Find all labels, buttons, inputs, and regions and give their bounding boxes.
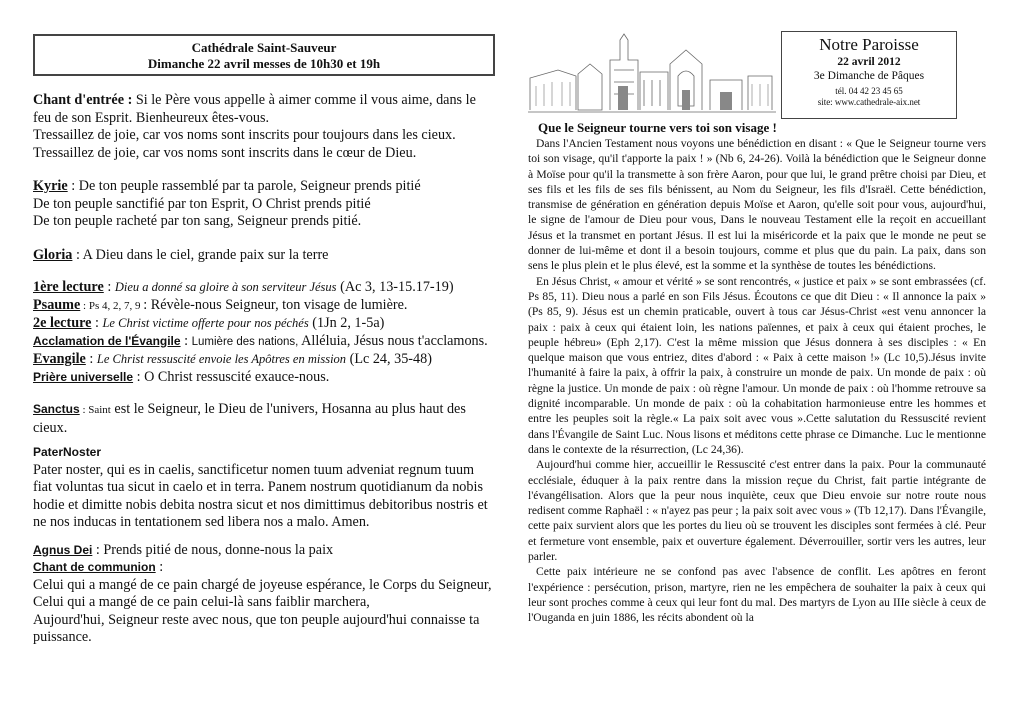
article-paragraph-1: Dans l'Ancien Testament nous voyons une bénédiction en disant : « Que le Seigneur tourne vers toi son visage, qu'il t'apporte la paix ! » (Nb 6, 24-26). Voilà la bénédiction que le Seigneur donne à Moïse pour qu'il la transmette à son frère Aaron, pour que lui, le grand prêtre choisi par Dieu, et ses fils et les fils de ses fils bénissent, au Nom du Seigneur, les fils d'Israël. Cette bénédiction, transmise de génération en génération depuis Moïse et Aaron, qu'elle soit pour vous, aujourd'hui, le signe de l'amour de Dieu pour vous, Dans le nouveau Testament elle la reçoit en accueillant Jésus et la transmet en portant Jésus. Il est lui la miséricorde et la paix que le monde ne peut se donner de lui-même et dont il a besoin toujours, comme et plus que du pain. La paix, dans son sens le plus plein et le plus élevé, est la somme et la synthèse de toutes les bénédictions. [528,137,986,273]
paroisse-site: site: www.cathedrale-aix.net [817,97,921,107]
entree-line2: Tressaillez de joie, car vos noms sont inscrits pour toujours dans les cieux. [33,127,456,143]
communion-line2: Celui qui a mangé de ce pain celui-là sans faiblir marchera, [33,594,370,610]
psaume-label: Psaume [33,296,81,313]
lecture1-text: Dieu a donné sa gloire à son serviteur Jésus [114,280,337,294]
article-paragraph-2: En Jésus Christ, « amour et vérité » se sont rencontrés, « justice et paix » se sont embrassées (cf. Ps 85, 11). Dieu nous a parlé en son Fils Jésus. Écoutons ce que dit Dieu : « Il annonce la paix » (Ps 85, 9). Jésus est un chemin praticable, ouvert à tous car Jésus-Christ «est venu annoncer la paix : paix à ceux qui étaient loin, les nations païennes, et paix à ceux qui étaient proches, le peuple hébreu» (Eph 2,17). C'est la même mission que Jésus donnera à ses disciples : « En quelque maison que vous entriez, dites d'abord : « Paix à cette maison !» (Lc 10,5).Jésus invite l'humanité à faire la paix, à offrir la paix, à construire un monde de paix. Un monde de paix : où règne la justice. Un monde de paix : où règne l'amour. Un monde de paix : où l'homme retrouve sa dignité incomparable. Un monde de paix : où la cohabitation harmonieuse entre les hommes et entre les peuples soit la règle.« La paix soit avec vous ».Cette salutation du Ressuscité revient dans l'Évangile de Saint Luc. Nous lisons et méditons cette phrase ce Dimanche. Luc le mentionne dans le contexte de la résurrection, (Lc 24,36). [528,274,986,456]
sanctus-section [33,401,495,437]
paroisse-box [781,31,957,119]
lecture2-sep: : [91,315,103,331]
cathedral-drawing-icon [528,30,776,120]
pater-section [33,444,495,532]
gloria-section [33,247,495,265]
psaume-ref: : Ps 4, 2, 7, 9 [80,299,144,312]
priere-label: Prière universelle [33,369,134,384]
mass-times: Dimanche 22 avril messes de 10h30 et 19h [147,56,381,71]
psaume-text: : Révèle-nous Seigneur, ton visage de lumière. [143,296,408,313]
article-paragraph-3: Aujourd'hui comme hier, accueillir le Ressuscité c'est entrer dans la paix. Pour la communauté ecclésiale, éduquer à la paix rentre dans la mission reçue du Christ, fait partie intégrante de l'évangélisation. Alors que la peur nous inquiète, ceux que Dieu envoie sur notre route nous redisent comme Raphaël : « n'ayez pas peur ; la paix soit avec vous » (Tb 12,17). Dans l'Évangile, cette paix survient alors que les portes du lieu où se trouvent les disciples sont fermées à clé. Peur et fermeture vont ensemble, paix et ouverture également. Déverrouiller, sortir vers les autres, leur parler. [528,458,986,564]
left-column [33,34,495,647]
paroisse-tel: tél. 04 42 23 45 65 [835,86,903,96]
evangile-label: Evangile [33,351,86,367]
lecture2-text: Le Christ victime offerte pour nos péchés [102,316,309,330]
communion-line3: Aujourd'hui, Seigneur reste avec nous, que ton peuple aujourd'hui connaisse ta puissance. [33,611,480,645]
acclamation-small: Lumière des nations, [191,335,299,348]
priere-text: : O Christ ressuscité exauce-nous. [133,368,330,385]
communion-line1: Celui qui a mangé de ce pain chargé de joyeuse espérance, le Corps du Seigneur, [33,576,492,593]
pater-label: PaterNoster [33,445,102,459]
kyrie-label: Kyrie [33,178,68,194]
article-title: Que le Seigneur tourne vers toi son visage ! [538,120,777,135]
communion-label: Chant de communion [33,560,156,574]
communion-sep: : [155,559,164,575]
cathedral-name: Cathédrale Saint-Sauveur [191,40,337,55]
acclamation-label: Acclamation de l'Évangile [33,333,181,348]
readings-section [33,279,495,386]
gloria-label: Gloria [33,246,73,263]
evangile-text: Le Christ ressuscité envoie les Apôtres en mission [96,352,347,366]
article-paragraph-4: Cette paix intérieure ne se confond pas avec l'absence de conflit. Les apôtres en feront l'expérience : persécution, prison, martyre, rien ne les empêchera de souhaiter la paix à ceux qui leur sont proches comme à ceux qui leur font du mal. Des martyrs de Lyon au IIIe siècle à ceux de l'Ouganda en juin 1886, les récits abondent où la [528,565,986,625]
paroisse-dimanche: 3e Dimanche de Pâques [813,70,925,82]
pater-text: Pater noster, qui es in caelis, sanctificetur nomen tuum adveniat regnum tuum fiat voluntas tua sicut in caelo et in terra. Panem nostrum quotidianum da nobis hodie et dimitte nobis debita nostra sicut et nos dimittimus debitoribus nostris et ne nos inducas in tentationem sed libera nos a malo. Amen. [33,461,488,530]
lecture2-label: 2e lecture [33,315,92,331]
lecture1-sep: : [103,279,115,295]
entree-line3: Tressaillez de joie, car vos noms sont inscrits dans le cœur de Dieu. [33,144,417,161]
lecture2-ref: (1Jn 2, 1-5a) [308,315,385,331]
mass-header-box [33,34,495,76]
sanctus-text: est le Seigneur, le Dieu de l'univers, Hosanna au plus haut des cieux. [33,401,466,436]
paroisse-date: 22 avril 2012 [837,56,901,68]
sanctus-small: : Saint [79,404,111,416]
gloria-text: : A Dieu dans le ciel, grande paix sur la terre [72,246,329,263]
sanctus-label: Sanctus [33,402,80,416]
evangile-ref: (Lc 24, 35-48) [346,351,432,367]
lecture1-label: 1ère lecture [33,279,104,295]
kyrie-line2: De ton peuple sanctifié par ton Esprit, O Christ prends pitié [33,195,371,212]
article [528,120,986,626]
entree-section [33,92,495,162]
agnus-section [33,542,495,647]
agnus-text: : Prends pitié de nous, donne-nous la paix [92,541,334,558]
evangile-sep: : [85,351,97,367]
kyrie-line3: De ton peuple racheté par ton sang, Seigneur prends pitié. [33,213,362,229]
cathedral-illustration [528,30,776,120]
acclamation-text: Alléluia, Jésus nous t'acclamons. [298,332,488,349]
paroisse-title: Notre Paroisse [819,35,919,54]
agnus-label: Agnus Dei [33,542,93,557]
kyrie-section [33,178,495,231]
entree-label: Chant d'entrée : [33,92,133,108]
acclamation-sep: : [180,332,192,349]
lecture1-ref: (Ac 3, 13-15.17-19) [336,279,454,295]
entree-text: Si le Père vous appelle à aimer comme il vous aime, dans le feu de son Esprit. Bienheureux êtes-vous. [33,92,476,126]
kyrie-line1: : De ton peuple rassemblé par ta parole, Seigneur prends pitié [67,178,421,194]
